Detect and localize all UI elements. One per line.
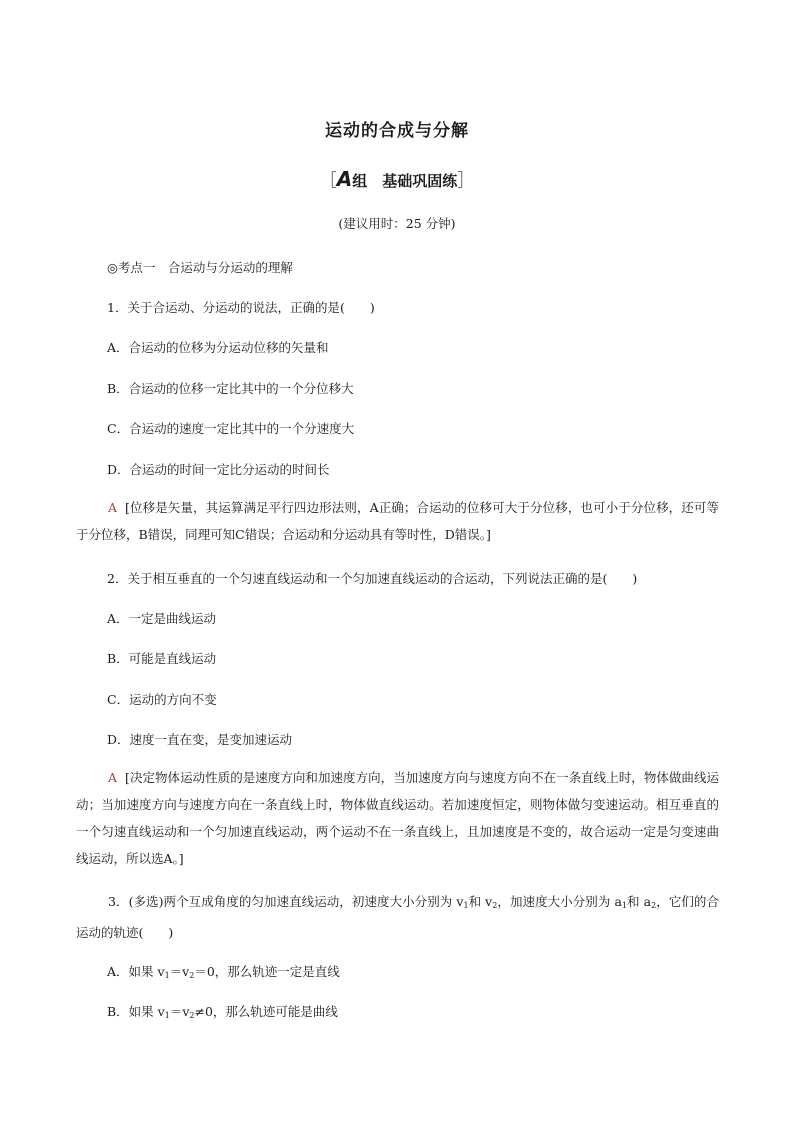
q1-explanation: [位移是矢量，其运算满足平行四边形法则，A正确；合运动的位移可大于分位移，也可小于分位移，还可等于分位移，B错误，同理可知C错误；合运动和分运动具有等时性，D错误。] bbox=[76, 500, 719, 542]
q1-stem: 1．关于合运动、分运动的说法，正确的是( ) bbox=[107, 300, 375, 315]
q3-stem-part: 和 v bbox=[468, 894, 493, 909]
q3-stem-part: 3．(多选)两个互成角度的匀加速直线运动，初速度大小分别为 v bbox=[108, 894, 464, 909]
q2-explanation: [决定物体运动性质的是速度方向和加速度方向，当加速度方向与速度方向不在一条直线上时，物体做曲线运动；当加速度方向与速度方向在一条直线上时，物体做直线运动。若加速度恒定，则物体做匀变速运动。相互垂直的一个匀速直线运动和一个匀加速直线运动，两个运动不在一条直线上，且加速度是不变的，故合运动一定是匀变速曲线运动，所以选A。] bbox=[76, 770, 719, 866]
q3-a-part: ＝v bbox=[169, 964, 190, 979]
group-letter: A bbox=[336, 167, 353, 191]
q3-option-a bbox=[107, 962, 340, 980]
q3-b-part: ＝v bbox=[169, 1004, 190, 1019]
q1-option-c: C．合运动的速度一定比其中的一个分速度大 bbox=[107, 421, 355, 436]
q3-subscript: 2 bbox=[492, 901, 498, 910]
q3-a-part: ＝0，那么轨迹一定是直线 bbox=[194, 964, 340, 979]
q2-answer bbox=[76, 764, 719, 872]
q3-a-subscript: 1 bbox=[164, 971, 170, 980]
q3-subscript: 1 bbox=[463, 901, 469, 910]
q3-stem-part: ，它们的合运动的轨迹( ) bbox=[76, 894, 719, 940]
q3-b-subscript: 1 bbox=[164, 1011, 170, 1020]
section-heading: ◎考点一 合运动与分运动的理解 bbox=[107, 260, 293, 275]
q2-option-d: D．速度一直在变，是变加速运动 bbox=[107, 732, 293, 747]
q3-a-subscript: 2 bbox=[189, 971, 195, 980]
q3-subscript: 1 bbox=[621, 901, 627, 910]
q3-b-subscript: 2 bbox=[189, 1011, 195, 1020]
q3-stem-part: ，加速度大小分别为 a bbox=[497, 894, 622, 909]
group-bracket-close: ］ bbox=[457, 171, 475, 191]
group-heading bbox=[0, 166, 794, 191]
q2-option-b: B．可能是直线运动 bbox=[107, 651, 217, 666]
q3-stem bbox=[76, 888, 719, 946]
q2-answer-letter: A bbox=[108, 770, 118, 785]
q2-option-c: C．运动的方向不变 bbox=[107, 692, 217, 707]
q1-option-d: D．合运动的时间一定比分运动的时间长 bbox=[107, 462, 330, 477]
group-label: 组 基础巩固练 bbox=[352, 172, 458, 190]
q3-stem-part: 和 a bbox=[627, 894, 652, 909]
q1-answer bbox=[76, 494, 719, 548]
q1-answer-letter: A bbox=[108, 500, 118, 515]
q1-option-b: B．合运动的位移一定比其中的一个分位移大 bbox=[107, 381, 354, 396]
page-title: 运动的合成与分解 bbox=[325, 121, 469, 141]
q2-option-a: A．一定是曲线运动 bbox=[107, 611, 217, 626]
suggested-time: (建议用时：25 分钟) bbox=[338, 216, 456, 231]
group-bracket-open: ［ bbox=[319, 171, 337, 191]
q3-b-part: B．如果 v bbox=[107, 1004, 165, 1019]
q1-option-a: A．合运动的位移为分运动位移的矢量和 bbox=[107, 340, 329, 355]
q2-stem: 2．关于相互垂直的一个匀速直线运动和一个匀加速直线运动的合运动，下列说法正确的是( ) bbox=[107, 571, 638, 586]
q3-subscript: 2 bbox=[651, 901, 657, 910]
q3-option-b bbox=[107, 1002, 338, 1020]
q3-b-part: ≠0，那么轨迹可能是曲线 bbox=[194, 1004, 338, 1019]
q3-a-part: A．如果 v bbox=[107, 964, 165, 979]
